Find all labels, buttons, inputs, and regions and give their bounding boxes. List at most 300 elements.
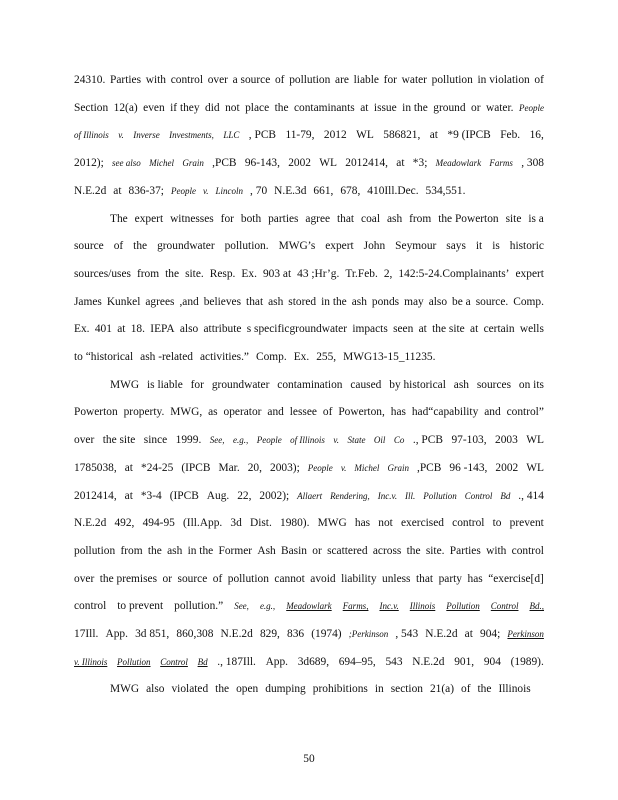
word: to	[492, 517, 502, 529]
word: water	[401, 74, 427, 86]
word: Comp.	[513, 296, 544, 308]
citation-text: Michel	[149, 158, 175, 168]
word: attribute	[203, 323, 242, 335]
word: source.	[475, 296, 509, 308]
word: also	[428, 296, 448, 308]
word: IEPA	[150, 323, 175, 335]
word: coal	[361, 213, 381, 225]
word: the	[215, 683, 230, 695]
word: at	[464, 628, 473, 640]
word: pollution.”	[174, 600, 224, 612]
text-line	[74, 155, 544, 171]
word: place	[245, 102, 270, 114]
word: WL	[356, 129, 374, 141]
word: also	[146, 683, 165, 695]
word: groundwater	[211, 379, 270, 391]
word: 534,551.	[425, 185, 466, 197]
word: expert	[134, 213, 164, 225]
word: source	[74, 240, 104, 252]
word: unless	[382, 573, 411, 585]
word: 96-143,	[244, 157, 280, 169]
word: since	[143, 434, 168, 446]
citation-text: Farms	[489, 158, 513, 168]
word: ash	[351, 296, 367, 308]
text-line	[74, 571, 544, 587]
text-line	[74, 515, 544, 531]
text-line	[74, 543, 544, 559]
word: 43 ;Hr’g.	[297, 268, 340, 280]
word: property.	[123, 406, 165, 418]
word: pollution.	[224, 240, 269, 252]
text-line	[74, 100, 544, 116]
word: the	[147, 545, 162, 557]
citation-text: See,	[209, 435, 225, 445]
word: agree	[305, 213, 331, 225]
word: N.E.2d	[74, 517, 107, 529]
word: N.E.2d	[412, 656, 445, 668]
word: pollution	[431, 74, 473, 86]
word: of	[322, 406, 333, 418]
citation-text: v.	[340, 463, 347, 473]
word: The	[110, 213, 128, 225]
word: site.	[185, 268, 204, 280]
word: 3d689,	[297, 656, 330, 668]
text-line	[74, 238, 544, 254]
word: 904;	[480, 628, 501, 640]
word: 694–95,	[338, 656, 376, 668]
word: by historical	[389, 379, 446, 391]
citation-text: v.	[333, 435, 339, 445]
word: liability	[341, 573, 377, 585]
word: the	[165, 268, 180, 280]
word: (IPCB	[181, 462, 211, 474]
word: 2003	[495, 434, 518, 446]
word: 18.	[130, 323, 145, 335]
citation-text: Pollution	[423, 491, 457, 501]
word: WL	[526, 462, 544, 474]
word: ,PCB	[417, 462, 442, 474]
word: ash	[167, 545, 183, 557]
word: if they	[170, 102, 200, 114]
citation-text: Pollution	[446, 601, 480, 611]
citation-text: of Illinois	[74, 130, 109, 140]
citation-text: Inc.v.	[379, 601, 399, 611]
word: Ex.	[241, 268, 257, 280]
citation-text: Michel	[354, 463, 380, 473]
word: at	[124, 462, 133, 474]
word: Seymour	[395, 240, 437, 252]
word: ash	[453, 379, 469, 391]
word: 410Ill.Dec.	[367, 185, 419, 197]
word: and	[484, 406, 501, 418]
citation-text: Lincoln	[215, 186, 244, 196]
citation-text: Inverse	[133, 130, 160, 140]
citation-text: Illinois	[409, 601, 436, 611]
word: (1989).	[510, 656, 544, 668]
word: Ex.	[74, 323, 90, 335]
citation-text: of Illinois	[290, 435, 325, 445]
word: stored	[288, 296, 317, 308]
word: expert	[325, 240, 354, 252]
word: may	[404, 296, 424, 308]
word: sources	[476, 379, 512, 391]
word: for	[190, 379, 204, 391]
word: N.E.2d	[425, 628, 458, 640]
word: as	[208, 406, 218, 418]
citation-text: v. Illinois	[74, 657, 108, 667]
word: John	[363, 240, 386, 252]
citation-text: Pollution	[117, 657, 151, 667]
word: 2003);	[270, 462, 300, 474]
word: caused	[350, 379, 382, 391]
word: ash	[268, 296, 284, 308]
text-line	[74, 294, 544, 310]
word: 3d 851,	[135, 628, 170, 640]
word: or	[471, 102, 481, 114]
citation-text: Co	[393, 435, 405, 445]
word: 829,	[259, 628, 280, 640]
word: believes	[203, 296, 242, 308]
word: ash -related	[140, 351, 193, 363]
word: 1999.	[175, 434, 202, 446]
citation-text: Control	[490, 601, 519, 611]
word: agrees	[145, 296, 175, 308]
citation-text: State	[347, 435, 366, 445]
citation-text: v.	[202, 186, 209, 196]
word: the premises	[99, 573, 158, 585]
word: it	[475, 240, 483, 252]
word: dumping	[265, 683, 306, 695]
word: ,PCB	[212, 157, 237, 169]
word: is liable	[147, 379, 183, 391]
word: at	[418, 323, 427, 335]
word: has	[390, 406, 406, 418]
citation-text: see also	[112, 158, 141, 168]
word: 21(a)	[429, 683, 455, 695]
word: be a	[452, 296, 471, 308]
word: cannot	[274, 573, 305, 585]
word: or	[312, 545, 322, 557]
word: the site	[432, 323, 465, 335]
word: and	[267, 406, 284, 418]
word: section	[390, 683, 423, 695]
word: exercised	[400, 517, 444, 529]
word: Tr.Feb.	[345, 268, 378, 280]
word: that	[337, 213, 355, 225]
citation-text: ;Perkinson	[348, 629, 389, 639]
word: N.E.3d	[274, 185, 307, 197]
word: 97-103,	[451, 434, 487, 446]
word: MWG’s	[278, 240, 316, 252]
word: not	[378, 517, 393, 529]
word: 2002	[288, 157, 311, 169]
word: ,and	[179, 296, 199, 308]
word: MWG13-15_11235.	[343, 351, 436, 363]
word: operator	[223, 406, 262, 418]
word: Illinois	[498, 683, 531, 695]
word: over	[74, 434, 95, 446]
word: a source	[232, 74, 271, 86]
word: in	[374, 683, 384, 695]
word: source	[177, 573, 208, 585]
word: 11-79,	[285, 129, 315, 141]
citation-text: Allaert	[297, 491, 323, 501]
word: , 308	[521, 157, 544, 169]
text-line	[74, 598, 544, 614]
word: even	[143, 102, 165, 114]
word: both	[240, 213, 262, 225]
word: ash	[386, 213, 403, 225]
word: 96 -143,	[449, 462, 488, 474]
word: s specificgroundwater	[246, 323, 348, 335]
word: site	[505, 213, 522, 225]
text-line	[74, 404, 544, 420]
word: had“capability	[411, 406, 479, 418]
word: for	[383, 74, 397, 86]
word: 903 at	[262, 268, 292, 280]
word: from	[136, 268, 160, 280]
word: ., 187Ill.	[217, 656, 256, 668]
word: MWG	[110, 379, 140, 391]
word: 492,	[114, 517, 135, 529]
citation-text: Control	[464, 491, 493, 501]
word: Dist.	[249, 517, 272, 529]
word: that	[416, 573, 434, 585]
word: “exercise[d]	[488, 573, 544, 585]
citation-text: e.g.,	[259, 601, 276, 611]
word: ground	[433, 102, 466, 114]
text-line	[74, 349, 544, 365]
word: Basin	[281, 545, 307, 557]
word: 1785038,	[74, 462, 117, 474]
word: has	[467, 573, 483, 585]
text-line	[74, 127, 544, 143]
word: across	[372, 545, 402, 557]
word: 17Ill.	[74, 628, 99, 640]
word: avoid	[310, 573, 336, 585]
word: with	[486, 545, 507, 557]
word: 3d	[230, 517, 242, 529]
word: 860,308	[176, 628, 214, 640]
word: control	[511, 545, 544, 557]
citation-text: Farms,	[342, 601, 369, 611]
word: control”	[506, 406, 544, 418]
word: lessee	[289, 406, 317, 418]
word: 2012414,	[74, 490, 117, 502]
citation-text: Meadowlark	[435, 158, 482, 168]
word: at	[470, 323, 479, 335]
text-line	[74, 432, 544, 448]
word: MWG,	[170, 406, 203, 418]
word: Feb.	[500, 129, 521, 141]
word: 401	[94, 323, 112, 335]
word: has	[354, 517, 371, 529]
citation-text: e.g.,	[232, 435, 249, 445]
word: 494-95	[142, 517, 175, 529]
word: violated	[171, 683, 209, 695]
word: at	[429, 129, 438, 141]
word: ponds	[371, 296, 400, 308]
word: wells	[519, 323, 544, 335]
word: contamination	[277, 379, 343, 391]
word: expert	[515, 268, 544, 280]
word: Section	[74, 102, 109, 114]
word: MWG	[317, 517, 347, 529]
word: or	[162, 573, 173, 585]
word: control	[452, 517, 485, 529]
word: also	[179, 323, 199, 335]
word: the site	[102, 434, 136, 446]
word: Aug.	[206, 490, 230, 502]
word: of	[113, 240, 124, 252]
word: 20,	[247, 462, 262, 474]
word: 678,	[340, 185, 361, 197]
citation-text: Bd.,	[529, 601, 544, 611]
citation-text: Bd	[500, 491, 511, 501]
word: Former	[218, 545, 253, 557]
text-line	[74, 72, 544, 88]
citation-text: Ill.	[405, 491, 416, 501]
text-line	[74, 183, 544, 199]
word: 1980).	[280, 517, 310, 529]
word: , 543	[395, 628, 419, 640]
word: 2012	[323, 129, 347, 141]
word: control	[74, 600, 107, 612]
word: *3-4	[140, 490, 162, 502]
word: Resp.	[209, 268, 236, 280]
word: Parties	[110, 74, 142, 86]
word: 142:5-24.Complainants’	[398, 268, 510, 280]
word: at	[124, 490, 133, 502]
word: , 70	[250, 185, 268, 197]
word: Parties	[449, 545, 481, 557]
word: prohibitions	[312, 683, 368, 695]
text-line	[74, 488, 544, 504]
word: sources/uses	[74, 268, 131, 280]
word: in the	[321, 296, 347, 308]
word: (Ill.App.	[183, 517, 223, 529]
word: control	[170, 74, 203, 86]
word: James	[74, 296, 102, 308]
word: 2012);	[74, 157, 104, 169]
word: Kunkel	[106, 296, 141, 308]
word: at	[117, 323, 126, 335]
word: did	[205, 102, 220, 114]
citation-text: Bd	[197, 657, 208, 667]
word: contaminants	[293, 102, 355, 114]
word: party	[438, 573, 462, 585]
word: the	[406, 545, 421, 557]
word: in the	[402, 102, 428, 114]
word: open	[236, 683, 259, 695]
word: the	[274, 102, 289, 114]
word: 586821,	[383, 129, 421, 141]
citation-text: v.	[118, 130, 124, 140]
word: *24-25	[141, 462, 174, 474]
word: of	[274, 74, 285, 86]
word: with	[145, 74, 167, 86]
citation-text: Grain	[387, 463, 409, 473]
word: Ex.	[293, 351, 310, 363]
word: the Powerton	[438, 213, 499, 225]
text-line	[74, 626, 544, 642]
word: in violation	[477, 74, 530, 86]
word: Powerton	[74, 406, 118, 418]
word: seen	[393, 323, 414, 335]
word: 2002);	[259, 490, 290, 502]
text-line	[110, 377, 544, 393]
word: says	[446, 240, 466, 252]
citation-text: People	[307, 463, 333, 473]
citation-text: People	[170, 186, 196, 196]
word: water.	[485, 102, 514, 114]
word: parties	[268, 213, 299, 225]
word: 836-37;	[128, 185, 164, 197]
word: 16,	[529, 129, 544, 141]
word: are	[335, 74, 349, 86]
citation-text: Investments,	[169, 130, 214, 140]
word: 543	[385, 656, 403, 668]
citation-text: Grain	[182, 158, 204, 168]
word: Powerton,	[338, 406, 385, 418]
word: of	[212, 573, 223, 585]
word: over	[74, 573, 95, 585]
word: , PCB	[248, 129, 277, 141]
word: 904	[483, 656, 501, 668]
word: at	[396, 157, 405, 169]
word: that	[246, 296, 264, 308]
text-line	[110, 681, 544, 697]
word: the	[133, 240, 148, 252]
word: 2,	[383, 268, 393, 280]
citation-text: Rendering,	[330, 491, 370, 501]
word: from	[409, 213, 432, 225]
word: in the	[187, 545, 214, 557]
word: ., 414	[518, 490, 544, 502]
word: of	[534, 74, 544, 86]
citation-text: People	[256, 435, 282, 445]
word: issue	[373, 102, 397, 114]
word: from	[120, 545, 143, 557]
word: *3;	[412, 157, 428, 169]
citation-text: Inc.v.	[377, 491, 398, 501]
word: 255,	[316, 351, 337, 363]
text-line	[74, 654, 544, 670]
text-line	[110, 211, 544, 227]
word: on its	[518, 379, 544, 391]
word: pollution	[227, 573, 269, 585]
word: (1974)	[311, 628, 342, 640]
citation-text: See,	[234, 601, 249, 611]
word: 661,	[313, 185, 334, 197]
word: witnesses	[170, 213, 214, 225]
word: is a	[528, 213, 544, 225]
citation-text: Oil	[373, 435, 386, 445]
word: over	[207, 74, 228, 86]
text-line	[74, 266, 544, 282]
word: prevent	[509, 517, 544, 529]
word: ., PCB	[412, 434, 443, 446]
word: impacts	[352, 323, 388, 335]
word: 12(a)	[113, 102, 138, 114]
page-number: 50	[303, 753, 315, 765]
word: N.E.2d	[74, 185, 107, 197]
word: 836	[287, 628, 305, 640]
word: (IPCB	[169, 490, 199, 502]
text-line	[74, 460, 544, 476]
word: 22,	[237, 490, 252, 502]
citation-text: Meadowlark	[286, 601, 332, 611]
